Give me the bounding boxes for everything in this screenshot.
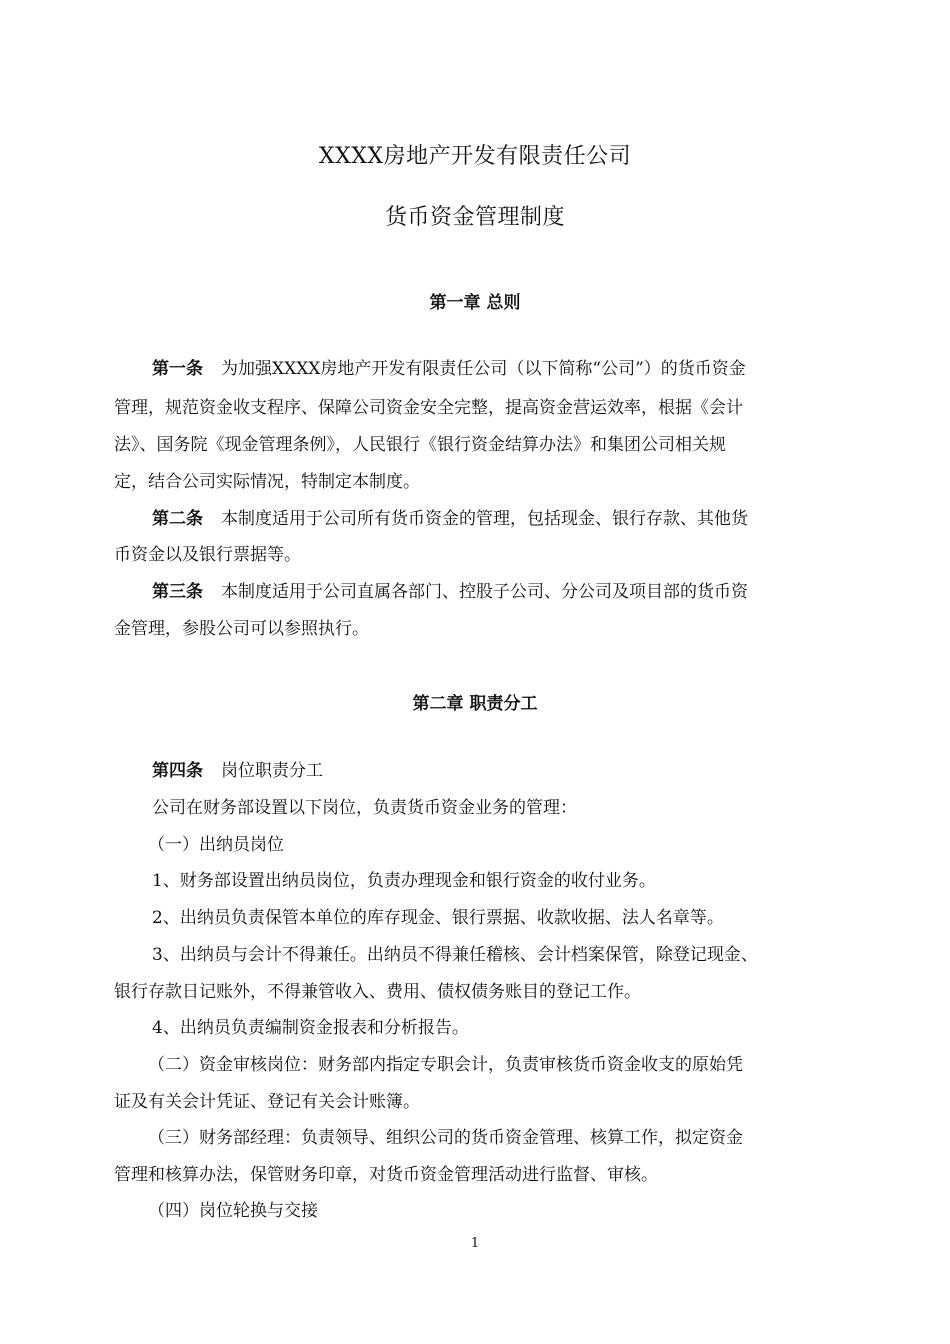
article-2-line-2: 币资金以及银行票据等。 [114,545,301,565]
item-3-line-1: 3、出纳员与会计不得兼任。出纳员不得兼任稽核、会计档案保管，除登记现金、 [152,945,758,965]
item-3-line-2: 银行存款日记账外，不得兼管收入、费用、债权债务账目的登记工作。 [114,982,641,1002]
article-4-label: 第四条 [152,761,203,781]
section-audit-line-1: （二）资金审核岗位：财务部内指定专职会计，负责审核货币资金收支的原始凭 [148,1055,743,1075]
article-2-text: 本制度适用于公司所有货币资金的管理，包括现金、银行存款、其他货 [221,509,748,529]
item-4: 4、出纳员负责编制资金报表和分析报告。 [152,1018,469,1038]
article-3-text: 本制度适用于公司直属各部门、控股子公司、分公司及项目部的货币资 [221,582,748,602]
article-1-line-3: 法》、国务院《现金管理条例》，人民银行《银行资金结算办法》和集团公司相关规 [114,435,726,455]
article-1-text: 为加强XXXX房地产开发有限责任公司（以下简称“公司”）的货币资金 [221,359,746,379]
chapter-2-heading: 第二章 职责分工 [412,694,538,714]
document-title: 货币资金管理制度 [384,205,565,230]
item-2: 2、出纳员负责保管本单位的库存现金、银行票据、收款收据、法人名章等。 [152,908,724,928]
article-3-line-1 [152,580,836,604]
article-1-line-1 [152,357,836,381]
paragraph-posts-intro: 公司在财务部设置以下岗位，负责货币资金业务的管理： [152,798,577,818]
company-title: XXXX房地产开发有限责任公司 [318,144,632,169]
page-number: 1 [470,1236,480,1251]
article-2-line-1 [152,507,836,531]
section-rotation-heading: （四）岗位轮换与交接 [148,1201,318,1221]
section-audit-line-2: 证及有关会计凭证、登记有关会计账簿。 [114,1092,420,1112]
section-manager-line-2: 管理和核算办法，保管财务印章，对货币资金管理活动进行监督、审核。 [114,1165,658,1185]
article-1-label: 第一条 [152,359,203,379]
item-1: 1、财务部设置出纳员岗位，负责办理现金和银行资金的收付业务。 [152,871,656,891]
section-cashier-heading: （一）出纳员岗位 [148,835,284,855]
section-manager-line-1: （三）财务部经理：负责领导、组织公司的货币资金管理、核算工作，拟定资金 [148,1128,743,1148]
article-1-line-4: 定，结合公司实际情况，特制定本制度。 [114,472,420,492]
article-3-line-2: 金管理，参股公司可以参照执行。 [114,619,369,639]
article-3-label: 第三条 [152,582,203,602]
article-2-label: 第二条 [152,509,203,529]
article-1-line-2: 管理，规范资金收支程序、保障公司资金安全完整，提高资金营运效率，根据《会计 [114,398,743,418]
article-4-line-1 [152,759,836,783]
chapter-1-heading: 第一章 总则 [429,293,521,313]
article-4-text: 岗位职责分工 [221,761,323,781]
